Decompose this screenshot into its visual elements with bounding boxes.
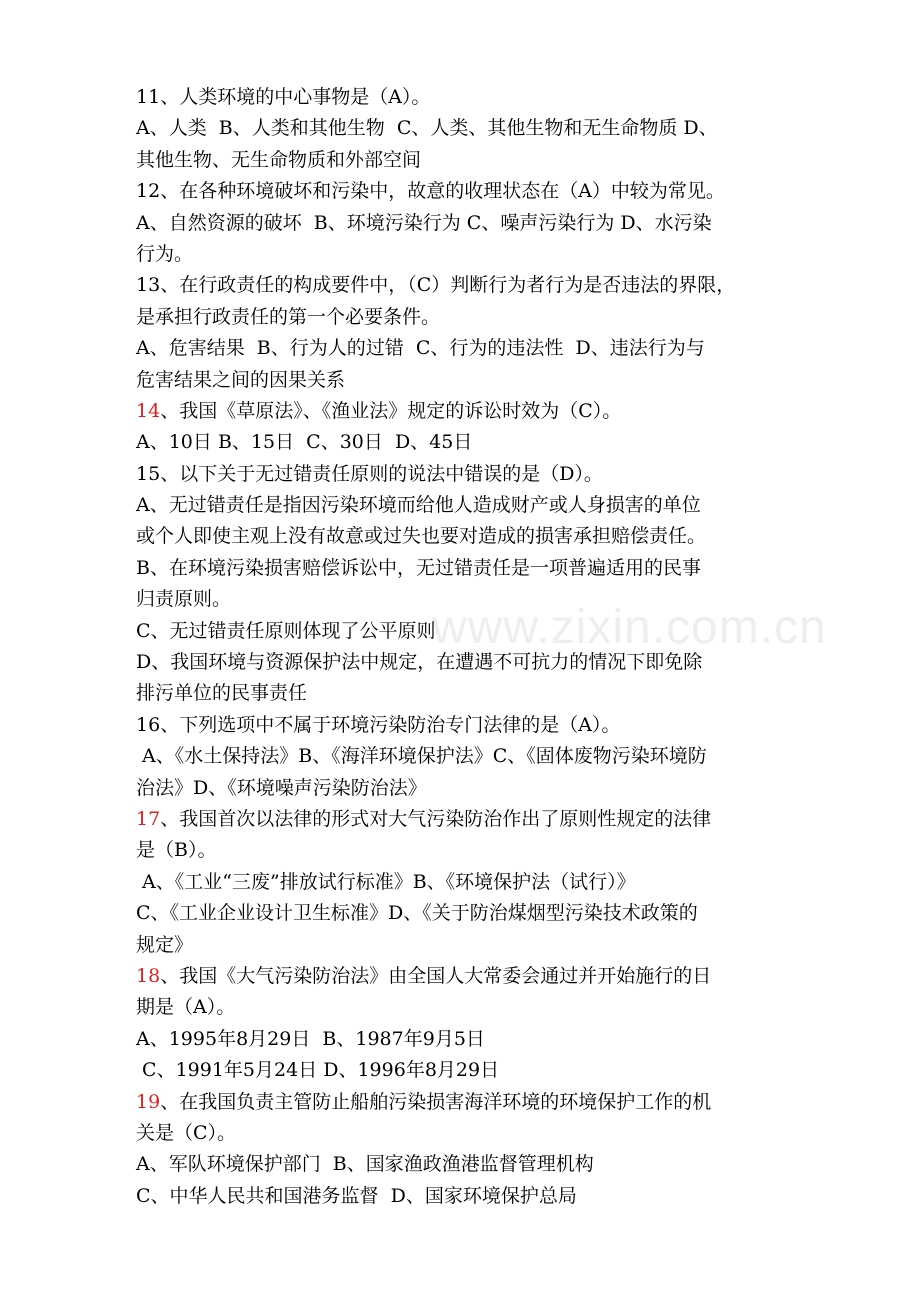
question-stem-line [136,1087,796,1118]
answer-option-line: C、中华人民共和国港务监督 D、国家环境保护总局 [136,1184,577,1207]
answer-option-line: A、《工业“三废”排放试行标准》B、《环境保护法（试行）》 [136,870,636,893]
answer-option-line: 危害结果之间的因果关系 [136,368,346,391]
answer-option-line: 归责原则。 [136,588,232,611]
watermark: www.zixin.com.cn [432,601,827,654]
question-stem-text: 是（B）。 [136,839,217,862]
answer-option-line: A、10日 B、15日 C、30日 D、45日 [136,431,473,454]
question-stem-line [136,804,796,835]
question-19 [136,1087,796,1213]
question-stem-text: 是承担行政责任的第一个必要条件。 [136,305,441,328]
question-16 [136,710,796,804]
question-stem-line [136,270,796,301]
question-17 [136,804,796,961]
answer-option-line: C、《工业企业设计卫生标准》D、《关于防治煤烟型污染技术政策的 [136,902,698,925]
question-number: 11 [136,86,161,108]
answer-option-line: A、军队环境保护部门 B、国家渔政渔港监督管理机构 [136,1153,594,1176]
question-stem-line [136,176,796,207]
question-stem-text: 、以下关于无过错责任原则的说法中错误的是（D）。 [160,462,603,485]
question-stem-line [136,710,796,741]
question-14 [136,396,796,459]
question-stem-line [136,1118,796,1149]
question-number: 18 [136,964,161,987]
question-list [136,82,796,1212]
question-stem-text: 、我国《大气污染防治法》由全国人大常委会通过并开始施行的日 [160,964,712,987]
question-number: 17 [136,807,161,830]
question-stem-line [136,302,796,333]
question-stem-line [136,396,796,427]
question-number: 12 [136,180,161,203]
question-stem-text: 、在各种环境破坏和污染中，故意的收理状态在（A）中较为常见。 [160,180,725,203]
question-number: 14 [136,399,161,422]
answer-option-line: 排污单位的民事责任 [136,682,308,705]
answer-option-line: A、自然资源的破坏 B、环境污染行为 C、噪声污染行为 D、水污染 [136,211,712,234]
question-stem-line [136,82,796,113]
question-12 [136,176,796,270]
question-stem-text: 、我国首次以法律的形式对大气污染防治作出了原则性规定的法律 [160,807,712,830]
answer-option-line: B、在环境污染损害赔偿诉讼中，无过错责任是一项普遍适用的民事 [136,556,701,579]
question-18 [136,961,796,1087]
answer-option-line: A、危害结果 B、行为人的过错 C、行为的违法性 D、违法行为与 [136,337,705,360]
question-number: 19 [136,1090,161,1113]
answer-option-line: C、无过错责任原则体现了公平原则 [136,619,436,642]
question-13 [136,270,796,396]
question-number: 16 [136,713,161,736]
question-stem-line [136,992,796,1023]
answer-option-line: 或个人即使主观上没有故意或过失也要对造成的损害承担赔偿责任。 [136,525,707,548]
answer-option-line: 行为。 [136,242,194,265]
answer-option-line: A、人类 B、人类和其他生物 C、人类、其他生物和无生命物质 D、 [136,117,718,140]
question-stem-line [136,459,796,490]
question-stem-line [136,835,796,866]
question-15 [136,459,796,710]
answer-option-line: D、我国环境与资源保护法中规定，在遭遇不可抗力的情况下即免除 [136,651,703,674]
question-stem-text: 、下列选项中不属于环境污染防治专门法律的是（A）。 [160,713,621,736]
question-stem-text: 、在行政责任的构成要件中，（C）判断行为者行为是否违法的界限， [160,274,736,297]
answer-option-line: C、1991年5月24日 D、1996年8月29日 [136,1059,500,1082]
question-stem-text: 期是（A）。 [136,996,236,1019]
question-number: 13 [136,274,161,297]
question-stem-text: 、人类环境的中心事物是（A）。 [160,86,431,108]
question-number: 15 [136,462,161,485]
answer-option-line: A、无过错责任是指因污染环境而给他人造成财产或人身损害的单位 [136,494,701,517]
answer-option-line: 其他生物、无生命物质和外部空间 [136,148,422,171]
answer-option-line: A、1995年8月29日 B、1987年9月5日 [136,1027,485,1050]
answer-option-line: 规定》 [136,933,194,956]
answer-option-line: A、《水土保持法》B、《海洋环境保护法》C、《固体废物污染环境防 [136,745,707,768]
question-stem-text: 、在我国负责主管防止船舶污染损害海洋环境的环境保护工作的机 [160,1090,712,1113]
question-stem-text: 、我国《草原法》、《渔业法》规定的诉讼时效为（C）。 [160,399,622,422]
answer-option-line: 治法》D、《环境噪声污染防治法》 [136,776,427,799]
question-11 [136,82,796,176]
question-stem-text: 关是（C）。 [136,1121,237,1144]
question-stem-line [136,961,796,992]
